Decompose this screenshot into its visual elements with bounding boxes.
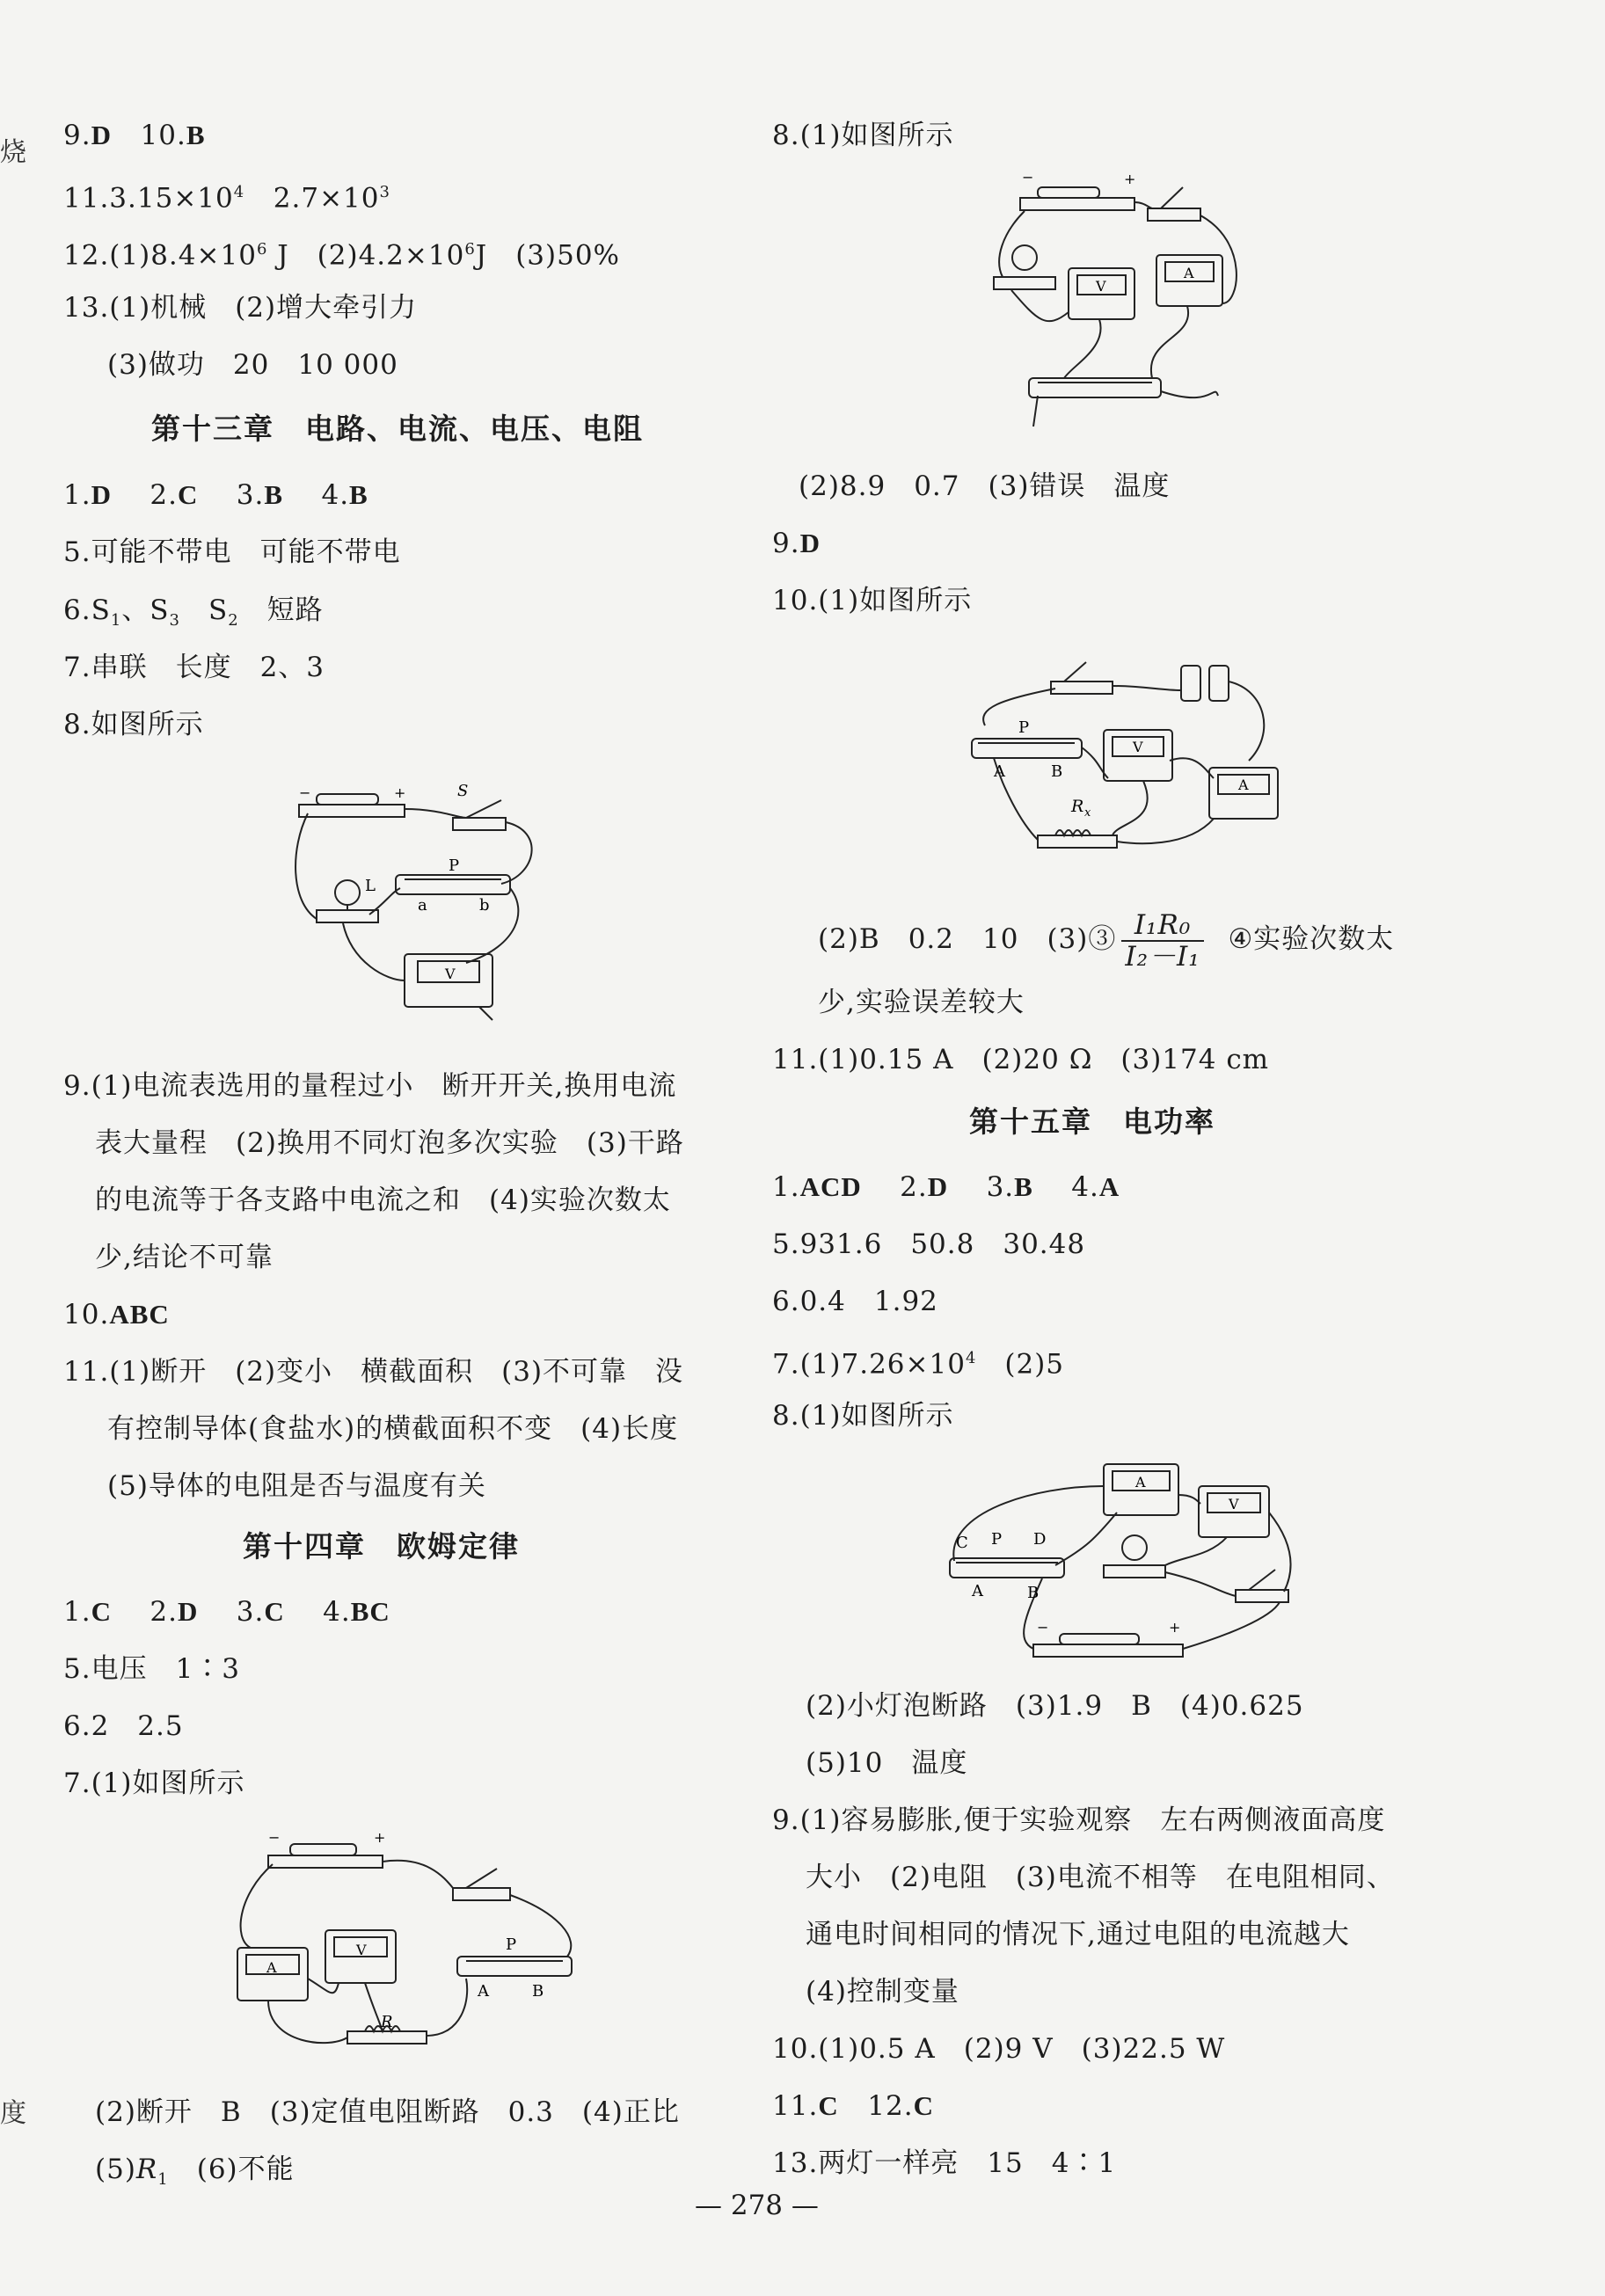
fig-label: P	[991, 1530, 1003, 1549]
circuit-figure	[290, 778, 554, 1024]
answer-line: 7.(1)如图所示	[63, 1768, 245, 1799]
circuit-figure	[233, 1833, 585, 2071]
edge-char-top: 烧	[0, 137, 26, 168]
fig-label: V	[1133, 739, 1143, 755]
answer-line: 6.0.4 1.92	[772, 1286, 938, 1317]
answer-line: (5)10 温度	[806, 1747, 968, 1779]
fig-label: A	[972, 1582, 983, 1600]
fig-label: b	[479, 896, 490, 915]
answer-line: (2)断开 B (3)定值电阻断路 0.3 (4)正比	[95, 2096, 680, 2128]
fig-label: A	[1238, 776, 1249, 793]
answer-line: 少,实验误差较大	[818, 987, 1025, 1018]
fig-label: V	[1229, 1496, 1239, 1512]
fig-label: B	[1051, 762, 1063, 781]
answer-line: 8.如图所示	[63, 709, 204, 740]
fig-label: −	[299, 784, 311, 801]
answer-line: 11.(1)0.15 A (2)20 Ω (3)174 cm	[772, 1044, 1270, 1075]
answer-line: 7.串联 长度 2、3	[63, 652, 325, 683]
answer-line: $12.(1)8.4\times 10^6$ J $(2)4.2\times 10^6J$ (3)50%	[63, 239, 621, 272]
answer-line: 的电流等于各支路中电流之和 (4)实验次数太	[95, 1184, 671, 1216]
answer-line: 通电时间相同的情况下,通过电阻的电流越大	[806, 1919, 1350, 1950]
fig-label: R	[381, 2013, 393, 2031]
answer-line: 13.(1)机械 (2)增大牵引力	[63, 292, 418, 324]
fig-label: A	[1135, 1474, 1146, 1491]
circuit-figure	[967, 655, 1284, 866]
choice-answers: 1.D 2.C 3.B 4.B	[63, 479, 368, 511]
chapter-heading: 第十五章 电功率	[969, 1104, 1215, 1139]
answer-line: 9.(1)电流表选用的量程过小 断开开关,换用电流	[63, 1070, 677, 1102]
fig-label: P	[506, 1935, 517, 1954]
fig-label: −	[268, 1833, 281, 1846]
answer-line: 10.(1)0.5 A (2)9 V (3)22.5 W	[772, 2033, 1226, 2065]
fig-label: A	[994, 762, 1005, 781]
answer-line: (3)做功 20 10 000	[107, 349, 398, 381]
answer-line: 5.电压 1∶3	[63, 1653, 241, 1685]
fig-label: a	[418, 896, 427, 915]
answer-line: 11.(1)断开 (2)变小 横截面积 (3)不可靠 没	[63, 1356, 684, 1388]
answer-line: $7.(1)7.26\times 10^4$ (2)5	[772, 1348, 1065, 1381]
answer-line: 8.(1)如图所示	[772, 1400, 954, 1432]
fig-label: P	[449, 856, 460, 875]
answer-line: (2)小灯泡断路 (3)1.9 B (4)0.625	[806, 1690, 1304, 1722]
fraction: $\frac{\text{I₁R₀}}{\text{I₂－I₁}}$	[1121, 910, 1203, 972]
fig-label: L	[365, 877, 376, 895]
answer-line: 少,结论不可靠	[95, 1242, 274, 1273]
fig-label: V	[356, 1942, 367, 1958]
answer-line: (2)B 0.2 10 (3)③ $\frac{\text{I₁R₀}}{\text{I₂－I₁}}$ ④实验次数太	[818, 908, 1395, 973]
fig-label: B	[1027, 1584, 1040, 1602]
answer-line: 5.931.6 50.8 30.48	[772, 1228, 1086, 1260]
fig-label: +	[1124, 171, 1136, 187]
chapter-heading: 第十三章 电路、电流、电压、电阻	[151, 412, 644, 446]
fig-label: V	[1096, 278, 1106, 295]
answer-line: 6.2 2.5	[63, 1710, 184, 1742]
fig-label: −	[1037, 1619, 1049, 1636]
fig-label: A	[1184, 265, 1194, 281]
answer-line: 8.(1)如图所示	[772, 120, 954, 151]
fig-label: x	[1084, 806, 1091, 820]
fig-label: +	[1169, 1619, 1181, 1636]
answer-line: 13.两灯一样亮 15 4∶1	[772, 2147, 1117, 2179]
fig-label: A	[266, 1959, 277, 1976]
choice-answers: 1.C 2.D 3.C 4.BC	[63, 1596, 390, 1628]
answer-line: (2)8.9 0.7 (3)错误 温度	[799, 470, 1171, 502]
answer-line: (4)控制变量	[806, 1976, 959, 2008]
answer-line: 大小 (2)电阻 (3)电流不相等 在电阻相同、	[806, 1862, 1395, 1893]
answer-line: $11.3.15\times 10^4$ $2.7\times 10^3$	[63, 182, 390, 215]
answer-line: $6.S_1$、$S_3$ $S_2$ 短路	[63, 594, 324, 630]
fig-label: A	[478, 1982, 489, 2001]
fig-label: −	[1022, 171, 1034, 186]
fig-label: C	[956, 1534, 968, 1552]
fig-label: R	[1071, 797, 1084, 816]
fig-label: S	[457, 782, 469, 800]
answer-line: 9.(1)容易膨胀,便于实验观察 左右两侧液面高度	[772, 1804, 1386, 1836]
fig-label: V	[445, 966, 456, 982]
answer-line: 9.D	[772, 528, 821, 559]
answer-line: 10.(1)如图所示	[772, 585, 973, 616]
fig-label: +	[394, 784, 406, 801]
circuit-figure	[945, 1460, 1297, 1675]
answer-line: 11.C 12.C	[772, 2090, 934, 2122]
answer-line: 5.可能不带电 可能不带电	[63, 536, 401, 568]
answer-line: (5)导体的电阻是否与温度有关	[107, 1470, 486, 1502]
answer-line: 10.ABC	[63, 1299, 170, 1330]
answer-line: 有控制导体(食盐水)的横截面积不变 (4)长度	[107, 1413, 679, 1445]
fig-label: B	[532, 1982, 544, 2001]
choice-answers: 1.ACD 2.D 3.B 4.A	[772, 1171, 1120, 1203]
fig-label: P	[1018, 718, 1030, 737]
fig-label: D	[1033, 1530, 1047, 1549]
fig-label: +	[374, 1833, 386, 1846]
answer-line: $(5)R_1$ (6)不能	[95, 2154, 295, 2190]
circuit-figure	[985, 171, 1249, 440]
page-number: — 278 —	[695, 2190, 819, 2221]
chapter-heading: 第十四章 欧姆定律	[243, 1529, 520, 1563]
answer-line: 9.D 10.B	[63, 120, 206, 151]
edge-char-bottom: 度	[0, 2098, 26, 2129]
answer-line: 表大量程 (2)换用不同灯泡多次实验 (3)干路	[95, 1127, 684, 1159]
